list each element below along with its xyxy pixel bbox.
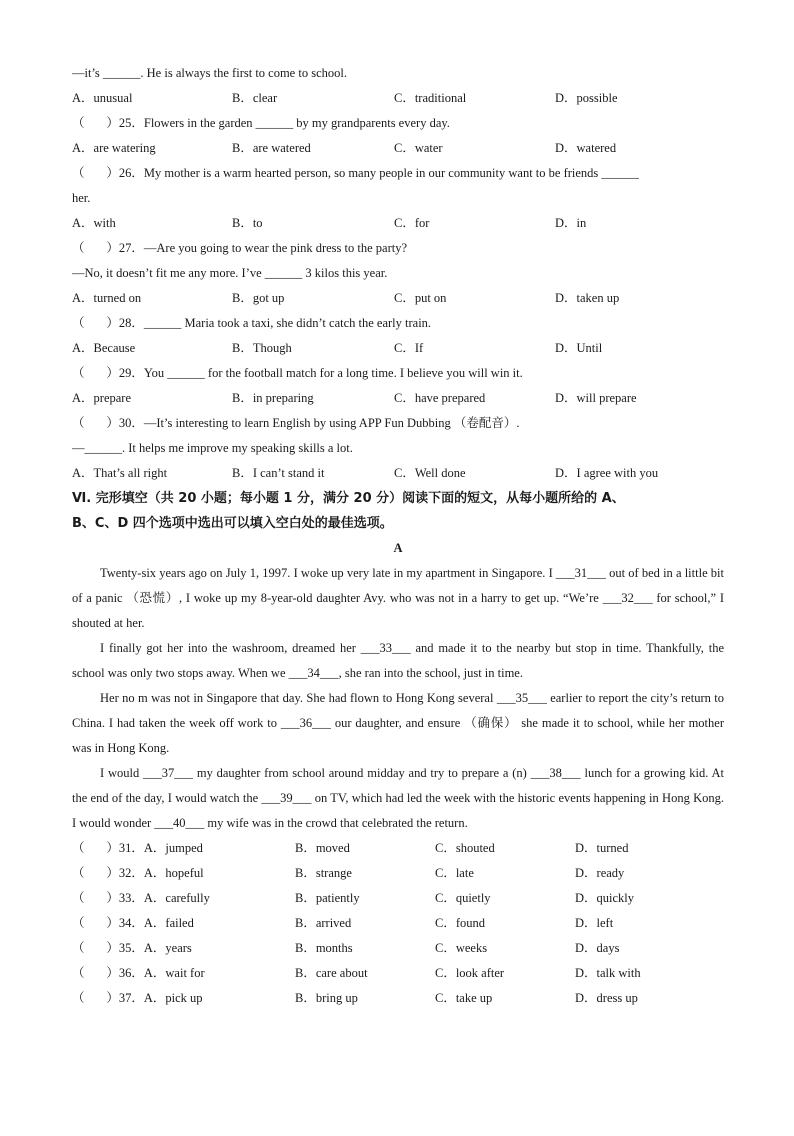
option-b: B．I can’t stand it [232, 466, 325, 480]
cloze-option-d: D．dress up [575, 991, 638, 1005]
option-c: C．water [394, 141, 443, 155]
q30-options [72, 461, 724, 486]
cloze-option-c: C．late [435, 866, 474, 880]
cloze-num-a: （ ）37．A．pick up [72, 991, 203, 1005]
cloze-option-b: B．arrived [295, 916, 352, 930]
passage-paragraph-1: Twenty-six years ago on July 1, 1997. I woke up very late in my apartment in Singapore. I ___31___ out of bed in a little bit of a panic （恐慌）, I woke up my 8-year-old daughter Avy. who was not in a harry to get up. “We’re ___32___ for school,” I shouted at her. [72, 566, 724, 630]
section-heading-line1: Ⅵ. 完形填空（共 20 小题；每小题 1 分，满分 20 分）阅读下面的短文，从每小题所给的 A、 [72, 491, 625, 506]
cloze-num-a: （ ）35．A．years [72, 941, 192, 955]
cloze-option-d: D．left [575, 916, 614, 930]
cloze-option-b: B．strange [295, 866, 352, 880]
cloze-option-c: C．quietly [435, 891, 491, 905]
q26-stem: （ ）26．My mother is a warm hearted person, so many people in our community want to be friends ______ [72, 166, 639, 180]
option-b: B．clear [232, 91, 278, 105]
option-c: C．for [394, 216, 430, 230]
option-a: A．are watering [72, 141, 156, 155]
option-a: A．Because [72, 341, 136, 355]
option-c: C．Well done [394, 466, 466, 480]
cloze-num-a: （ ）33．A．carefully [72, 891, 210, 905]
q25-stem: （ ）25．Flowers in the garden ______ by my grandparents every day. [72, 116, 450, 130]
option-b: B．to [232, 216, 263, 230]
q25-options [72, 136, 724, 161]
q24-options [72, 86, 724, 111]
cloze-row [72, 986, 724, 1011]
q26-stem-cont: her. [72, 191, 91, 205]
option-d: D．will prepare [555, 391, 637, 405]
option-c: C．put on [394, 291, 447, 305]
option-a: A．with [72, 216, 116, 230]
cloze-option-b: B．care about [295, 966, 368, 980]
q30-stem: （ ）30．—It’s interesting to learn English by using APP Fun Dubbing （卷配音）. [72, 416, 520, 430]
cloze-row [72, 836, 724, 861]
cloze-row [72, 961, 724, 986]
cloze-option-d: D．turned [575, 841, 629, 855]
cloze-row [72, 911, 724, 936]
option-d: D．taken up [555, 291, 620, 305]
option-b: B．are watered [232, 141, 311, 155]
cloze-num-a: （ ）34．A．failed [72, 916, 194, 930]
option-d: D．watered [555, 141, 617, 155]
q27-stem-cont: —No, it doesn’t fit me any more. I’ve ______ 3 kilos this year. [72, 266, 388, 280]
exam-page [72, 61, 724, 1011]
passage-paragraph-2: I finally got her into the washroom, dreamed her ___33___ and made it to the nearby but stop in time. Thankfully, the school was only two stops away. When we ___34___, she ran into the school, just in time. [72, 641, 724, 680]
cloze-row [72, 861, 724, 886]
option-d: D．in [555, 216, 587, 230]
cloze-option-d: D．talk with [575, 966, 641, 980]
option-a: A．unusual [72, 91, 133, 105]
cloze-option-b: B．moved [295, 841, 350, 855]
section-heading-line2: B、C、D 四个选项中选出可以填入空白处的最佳选项。 [72, 516, 393, 531]
option-d: D．Until [555, 341, 603, 355]
cloze-option-d: D．ready [575, 866, 625, 880]
option-a: A．turned on [72, 291, 142, 305]
q27-options [72, 286, 724, 311]
cloze-option-d: D．days [575, 941, 620, 955]
cloze-option-b: B．patiently [295, 891, 360, 905]
passage-paragraph-4: I would ___37___ my daughter from school around midday and try to prepare a (n) ___38___ lunch for a growing kid. At the end of the day, I would watch the ___39___ on TV, which had led the week with the historic events happening in Hong Kong. I would wonder ___40___ my wife was in the crowd that celebrated the return. [72, 766, 724, 830]
option-c: C．have prepared [394, 391, 486, 405]
cloze-option-c: C．weeks [435, 941, 488, 955]
cloze-row [72, 886, 724, 911]
option-b: B．in preparing [232, 391, 314, 405]
cloze-option-c: C．take up [435, 991, 493, 1005]
option-d: D．I agree with you [555, 466, 659, 480]
cloze-num-a: （ ）31．A．jumped [72, 841, 203, 855]
cloze-row [72, 936, 724, 961]
cloze-num-a: （ ）32．A．hopeful [72, 866, 204, 880]
option-a: A．prepare [72, 391, 131, 405]
cloze-option-d: D．quickly [575, 891, 635, 905]
cloze-option-b: B．bring up [295, 991, 358, 1005]
option-b: B．Though [232, 341, 292, 355]
cloze-option-c: C．found [435, 916, 486, 930]
q29-options [72, 386, 724, 411]
cloze-option-b: B．months [295, 941, 353, 955]
option-d: D．possible [555, 91, 618, 105]
cloze-option-c: C．look after [435, 966, 505, 980]
option-a: A．That’s all right [72, 466, 168, 480]
q29-stem: （ ）29．You ______ for the football match for a long time. I believe you will win it. [72, 366, 523, 380]
q26-options [72, 211, 724, 236]
passage-paragraph-3: Her no m was not in Singapore that day. She had flown to Hong Kong several ___35___ earlier to report the city’s return to China. I had taken the week off work to ___36___ our daughter, and ensure （确保） she made it to school, while her mother was in Hong Kong. [72, 691, 724, 755]
option-c: C．traditional [394, 91, 467, 105]
q28-options [72, 336, 724, 361]
q30-stem-cont: —______. It helps me improve my speaking skills a lot. [72, 441, 353, 455]
option-c: C．If [394, 341, 424, 355]
cloze-option-c: C．shouted [435, 841, 495, 855]
cloze-num-a: （ ）36．A．wait for [72, 966, 205, 980]
q28-stem: （ ）28．______ Maria took a taxi, she didn’t catch the early train. [72, 316, 432, 330]
q24-stem: —it’s ______. He is always the first to come to school. [72, 66, 347, 80]
passage-title: A [393, 541, 403, 555]
q27-stem: （ ）27．—Are you going to wear the pink dress to the party? [72, 241, 408, 255]
option-b: B．got up [232, 291, 285, 305]
